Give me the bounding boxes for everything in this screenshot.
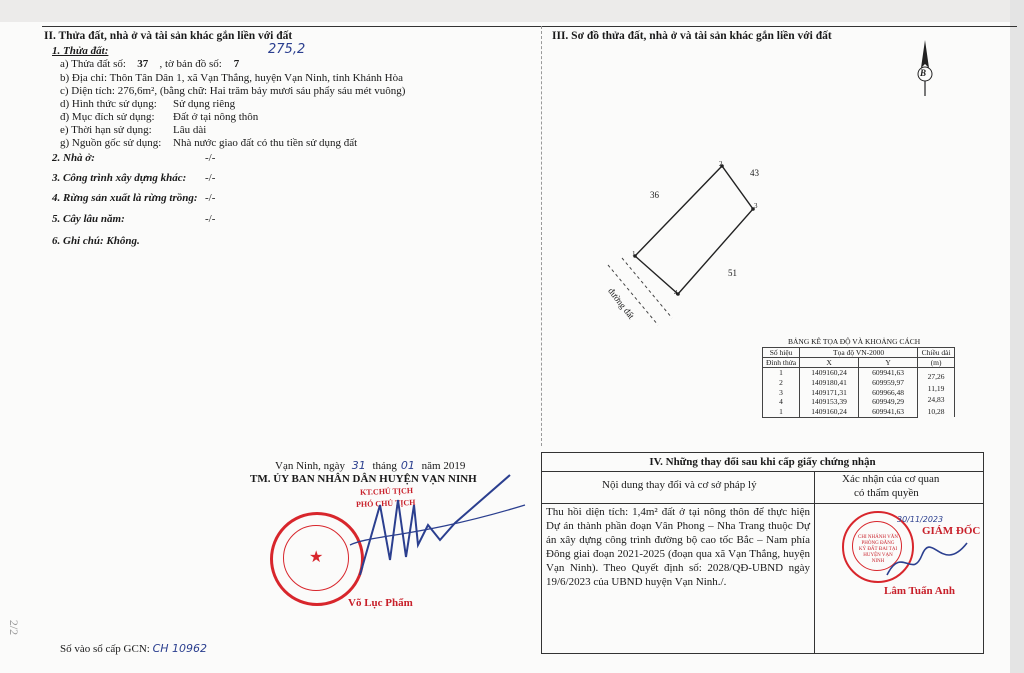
length-2-3: 11,19 bbox=[927, 383, 945, 393]
coord-x: 1409160,24 bbox=[800, 407, 859, 417]
parcel-diagram bbox=[600, 150, 800, 330]
signature-scribble bbox=[340, 465, 530, 590]
item3-value: -/- bbox=[205, 172, 216, 184]
book-number: CH 10962 bbox=[152, 642, 208, 655]
coord-table-title: BẢNG KÊ TỌA ĐỘ VÀ KHOẢNG CÁCH bbox=[788, 337, 921, 346]
coord-y: 609941,63 bbox=[859, 368, 918, 378]
coord-point: 1 bbox=[763, 407, 800, 417]
changes-col2-header-1: Xác nhận của cơ quan bbox=[842, 473, 940, 485]
changes-title-row bbox=[542, 453, 983, 472]
road-label: đường đất bbox=[606, 286, 637, 321]
changes-col1-header: Nội dung thay đổi và cơ sở pháp lý bbox=[602, 479, 757, 491]
changes-col-divider bbox=[814, 471, 815, 653]
item2-house: 2. Nhà ở: bbox=[52, 152, 95, 164]
coord-x: 1409153,39 bbox=[800, 397, 859, 407]
item4-forest: 4. Rừng sản xuất là rừng trồng: bbox=[52, 192, 198, 204]
length-3-4: 24,83 bbox=[927, 395, 945, 404]
handwritten-note: 275,2 bbox=[268, 42, 306, 57]
column-divider bbox=[541, 26, 542, 446]
changes-header-row bbox=[542, 471, 983, 504]
coord-point: 3 bbox=[763, 387, 800, 397]
top-shadow bbox=[0, 0, 1024, 22]
coord-y: 609941,63 bbox=[859, 407, 918, 417]
director-signature bbox=[882, 535, 972, 585]
coord-y: 609949,29 bbox=[859, 397, 918, 407]
coord-x: 1409160,24 bbox=[800, 368, 859, 378]
coord-point: 2 bbox=[763, 378, 800, 388]
item6-notes: 6. Ghi chú: Không. bbox=[52, 235, 140, 247]
length-1-2: 27,26 bbox=[927, 372, 945, 381]
coord-header-point: Số hiệu bbox=[763, 348, 800, 358]
seal-star-icon: ★ bbox=[309, 549, 324, 566]
signer-name: Võ Lục Phẩm bbox=[348, 597, 413, 609]
coord-x: 1409171,31 bbox=[800, 387, 859, 397]
coord-header-unit: (m) bbox=[918, 358, 955, 368]
parcel-label: a) Thửa đất số: bbox=[60, 58, 126, 70]
item1-title: 1. Thửa đất: bbox=[52, 45, 109, 57]
item4-value: -/- bbox=[205, 192, 216, 204]
term-label: e) Thời hạn sử dụng: bbox=[60, 124, 152, 136]
coord-header-point2: Đỉnh thửa bbox=[763, 358, 800, 368]
stamp-signer: Lâm Tuấn Anh bbox=[884, 585, 955, 597]
purpose-label: đ) Mục đích sử dụng: bbox=[60, 111, 155, 123]
north-label: B bbox=[920, 68, 927, 78]
date-prefix: Vạn Ninh, ngày bbox=[275, 460, 345, 472]
registration-seal-text: CHI NHÁNH VĂN PHÒNG ĐĂNG KÝ ĐẤT ĐAI TẠI HUYỆN VẠN NINH bbox=[858, 535, 898, 564]
vertex-label-3: 3 bbox=[754, 202, 758, 210]
area-line: c) Diện tích: 276,6m², (bằng chữ: Hai trăm bảy mươi sáu phẩy sáu mét vuông) bbox=[60, 85, 406, 97]
section-iii-title: III. Sơ đồ thửa đất, nhà ở và tài sản khác gắn liền với đất bbox=[552, 30, 832, 42]
page-marker: 2/2 bbox=[7, 619, 22, 636]
map-sheet-number: 7 bbox=[233, 58, 240, 70]
item3-structures: 3. Công trình xây dựng khác: bbox=[52, 172, 187, 184]
signer-role-1: KT.CHỦ TỊCH bbox=[359, 486, 414, 497]
origin-label: g) Nguồn gốc sử dụng: bbox=[60, 137, 162, 149]
issuing-org: TM. ỦY BAN NHÂN DÂN HUYỆN VẠN NINH bbox=[250, 473, 477, 485]
coord-lengths bbox=[918, 368, 955, 418]
coord-header-vn2000: Tọa độ VN-2000 bbox=[800, 348, 918, 358]
changes-title: IV. Những thay đổi sau khi cấp giấy chứng nhận bbox=[649, 456, 876, 468]
changes-box bbox=[541, 452, 984, 654]
neighbor-51: 51 bbox=[728, 268, 737, 278]
coord-point: 4 bbox=[763, 397, 800, 407]
coord-y: 609959,97 bbox=[859, 378, 918, 388]
map-sheet-label: , tờ bản đồ số: bbox=[159, 58, 222, 70]
section-ii-title: II. Thửa đất, nhà ở và tài sản khác gắn liền với đất bbox=[44, 30, 293, 42]
changes-col2-header-2: có thẩm quyền bbox=[854, 487, 919, 499]
origin-value: Nhà nước giao đất có thu tiền sử dụng đất bbox=[173, 137, 358, 149]
vertex-label-4: 4 bbox=[674, 289, 678, 297]
item5-trees: 5. Cây lâu năm: bbox=[52, 213, 125, 225]
purpose-value: Đất ở tại nông thôn bbox=[173, 111, 259, 123]
coord-y: 609966,48 bbox=[859, 387, 918, 397]
stamp-role: GIÁM ĐỐC bbox=[922, 525, 981, 537]
usage-form-label: d) Hình thức sử dụng: bbox=[60, 98, 157, 110]
book-label: Số vào sổ cấp GCN: bbox=[60, 643, 150, 655]
right-margin bbox=[1010, 0, 1024, 673]
book-number-line bbox=[60, 642, 207, 655]
term-value: Lâu dài bbox=[173, 124, 207, 136]
top-rule bbox=[42, 26, 1017, 27]
parcel-number: 37 bbox=[137, 58, 149, 70]
coord-header-y: Y bbox=[859, 358, 918, 368]
address-line: b) Địa chỉ: Thôn Tân Dân 1, xã Vạn Thắng, huyện Vạn Ninh, tỉnh Khánh Hòa bbox=[60, 72, 403, 84]
changes-content: Thu hồi diện tích: 1,4m² đất ở tại nông thôn để thực hiện Dự án thành phần đoạn Vân Phong – Nha Trang thuộc Dự án xây dựng công trình đường bộ cao tốc Bắc – Nam phía Đông giai đoạn 2021-2025 (đoạn qua xã Vạn Thắng, huyện Vạn Ninh). Theo Quyết định số: 2028/QĐ-UBND ngày 19/6/2023 của UBND huyện Vạn Ninh./. bbox=[546, 506, 810, 588]
coord-table bbox=[762, 347, 955, 418]
coord-x: 1409180,41 bbox=[800, 378, 859, 388]
coord-point: 1 bbox=[763, 368, 800, 378]
neighbor-36: 36 bbox=[650, 190, 659, 200]
item5-value: -/- bbox=[205, 213, 216, 225]
coord-header-length: Chiều dài bbox=[918, 348, 955, 358]
month-label: tháng bbox=[372, 460, 397, 472]
coord-header-x: X bbox=[800, 358, 859, 368]
table-row bbox=[763, 368, 955, 378]
vertex-label-2: 2 bbox=[719, 160, 723, 168]
parcel-line bbox=[60, 58, 249, 70]
length-4-1: 10,28 bbox=[927, 406, 945, 416]
usage-form-value: Sử dụng riêng bbox=[173, 98, 236, 110]
date-day: 31 bbox=[351, 459, 366, 472]
signer-role-2: PHÓ CHỦ TỊCH bbox=[355, 497, 416, 510]
item2-value: -/- bbox=[205, 152, 216, 164]
stamp-date: 30/11/2023 bbox=[897, 515, 944, 524]
neighbor-43: 43 bbox=[750, 168, 759, 178]
year-label: năm 2019 bbox=[421, 460, 466, 472]
vertex-label-1: 1 bbox=[632, 250, 636, 258]
date-month: 01 bbox=[400, 459, 415, 472]
